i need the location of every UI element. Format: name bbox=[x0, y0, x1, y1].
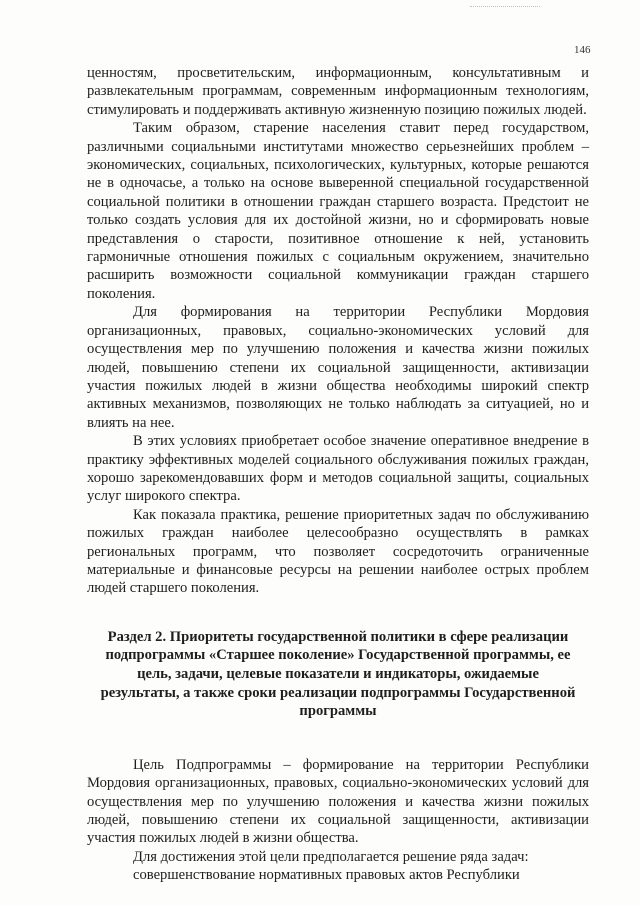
paragraph: Таким образом, старение населения ставит перед государством, различными социальными институтами множество серьезнейших проблем – экономических, социальных, психологических, культурных, которые решаются не в одночасье, а только на основе выверенной специальной государственной социальной политики в отношении граждан старшего возраста. Предстоит не только создать условия для их достойной жизни, но и сформировать новые представления о старости, позитивное отношение к ней, установить гармоничные отношения пожилых с социальным окружением, значительно расширить возможности социальной коммуникации граждан старшего поколения. bbox=[87, 120, 589, 302]
paragraph: В этих условиях приобретает особое значение оперативное внедрение в практику эффективных моделей социального обслуживания пожилых граждан, хорошо зарекомендовавших форм и методов социальной защиты, социальных услуг широкого спектра. bbox=[87, 433, 589, 505]
paragraph: Для формирования на территории Республики Мордовия организационных, правовых, социально-экономических условий для осуществления мер по улучшению положения и качества жизни пожилых людей, повышению степени их социальной защищенности, активизации участия пожилых людей в жизни общества необходимы широкий спектр активных механизмов, позволяющих не только наблюдать за ситуацией, но и влиять на нее. bbox=[87, 304, 589, 431]
page-number: 146 bbox=[574, 44, 591, 56]
section-heading-line: Раздел 2. Приоритеты государственной политики в сфере реализации bbox=[107, 628, 569, 645]
section-heading-line: программы bbox=[299, 703, 377, 720]
scan-artifact bbox=[470, 6, 540, 11]
paragraph: Цель Подпрограммы – формирование на территории Республики Мордовия организационных, правовых, социально-экономических условий для осуществления мер по улучшению положения и качества жизни пожилых людей, повышению степени их социальной защищенности, активизации участия пожилых людей в жизни общества. bbox=[87, 756, 589, 847]
section-heading bbox=[87, 628, 589, 721]
paragraph-continuation: ценностям, просветительским, информационным, консультативным и развлекательным программам, современным информационным технологиям, стимулировать и поддерживать активную жизненную позицию пожилых людей. bbox=[87, 65, 589, 118]
section-heading-line: результаты, а также сроки реализации подпрограммы Государственной bbox=[100, 684, 576, 701]
section-heading-line: подпрограммы «Старшее поколение» Государственной программы, ее bbox=[105, 647, 571, 664]
paragraph: Как показала практика, решение приоритетных задач по обслуживанию пожилых граждан наиболее целесообразно осуществлять в рамках региональных программ, что позволяет сосредоточить ограниченные материальные и финансовые ресурсы на решении наиболее острых проблем людей старшего поколения. bbox=[87, 506, 589, 597]
document-body bbox=[87, 64, 589, 885]
section-heading-line: цель, задачи, целевые показатели и индикаторы, ожидаемые bbox=[137, 665, 539, 682]
paragraph: совершенствование нормативных правовых актов Республики bbox=[133, 867, 520, 884]
paragraph: Для достижения этой цели предполагается решение ряда задач: bbox=[133, 848, 529, 865]
